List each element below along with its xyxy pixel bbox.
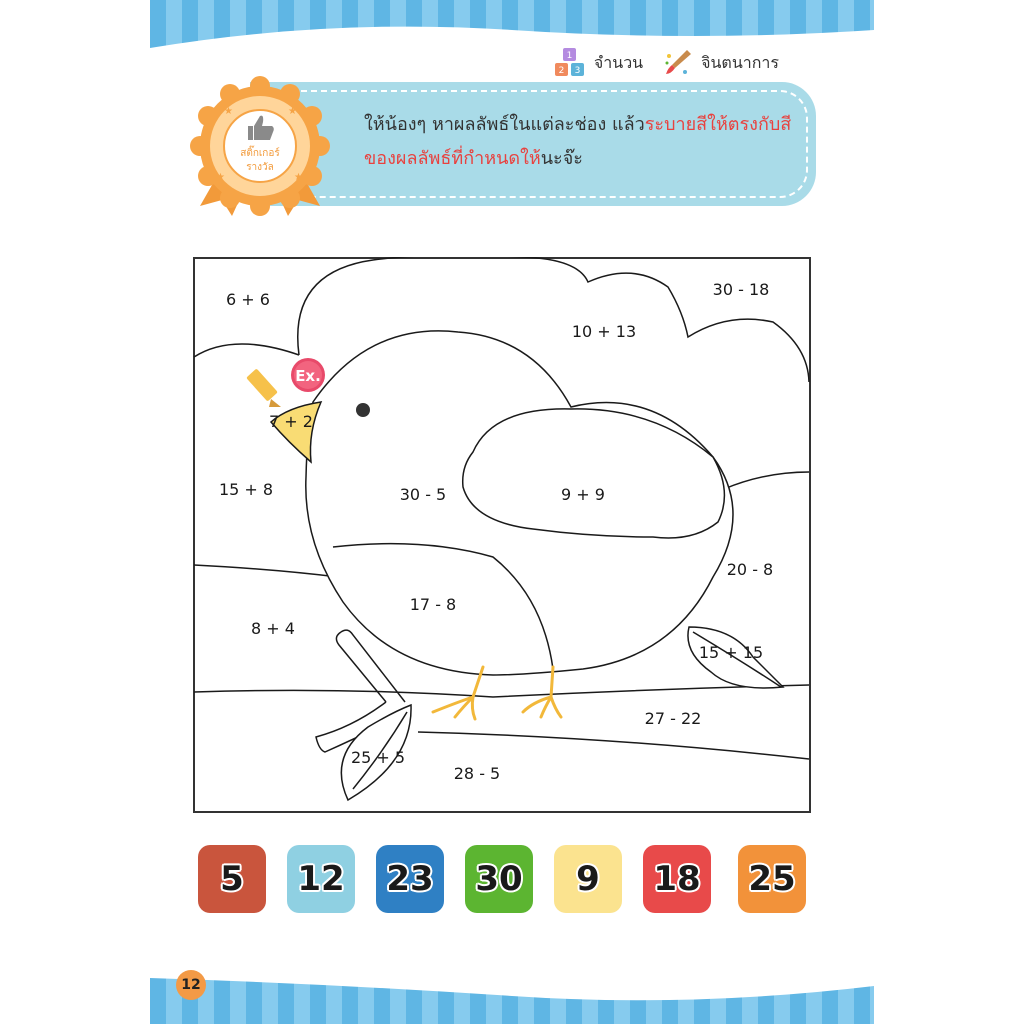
svg-text:★: ★	[294, 172, 303, 183]
answer-chip-9	[554, 845, 622, 913]
page-number: 12	[176, 970, 206, 1000]
answer-chip-5	[198, 845, 266, 913]
problem-label: 20 - 8	[726, 560, 774, 579]
answer-value: 12	[297, 859, 345, 899]
problem-label: 25 + 5	[350, 748, 406, 767]
topic-tag-label: จินตนาการ	[701, 52, 779, 72]
problem-label: 15 + 8	[218, 480, 274, 499]
worksheet-page	[150, 0, 874, 1024]
problem-label: 6 + 6	[226, 290, 270, 309]
problem-label: 30 - 5	[399, 485, 447, 504]
badge-line-2: รางวัล	[246, 162, 274, 173]
svg-text:★: ★	[224, 106, 233, 117]
problem-label: 15 + 15	[698, 643, 764, 662]
instruction-part-1: ให้น้องๆ หาผลลัพธ์ในแต่ละช่อง แล้ว	[364, 114, 645, 135]
svg-text:3: 3	[574, 66, 581, 76]
bird-coloring-picture	[193, 257, 811, 813]
example-marker: Ex.	[295, 367, 321, 385]
instruction-highlight: ระบายสีให้ตรงกับสีของผลลัพธ์ที่กำหนดให้	[364, 114, 792, 169]
answer-value: 30	[475, 859, 523, 899]
bottom-wave-decoration	[150, 968, 874, 1008]
problem-label: 17 - 8	[409, 595, 457, 614]
number-blocks-icon	[554, 48, 586, 78]
problem-label: 8 + 4	[251, 619, 295, 638]
answer-chip-30	[465, 845, 533, 913]
answer-value: 18	[653, 859, 701, 899]
answer-chip-23	[376, 845, 444, 913]
badge-line-1: สติ๊กเกอร์	[240, 148, 280, 159]
answer-value: 9	[576, 859, 600, 899]
svg-text:★: ★	[216, 172, 225, 183]
answer-color-key	[198, 845, 806, 913]
topic-tag-label: จำนวน	[593, 52, 644, 72]
problem-label: 30 - 18	[712, 280, 770, 299]
instruction-part-3: นะจ๊ะ	[540, 148, 583, 169]
answer-chip-12	[287, 845, 355, 913]
answer-chip-18	[643, 845, 711, 913]
topic-tag-imagination	[663, 48, 779, 78]
answer-chip-25	[738, 845, 806, 913]
answer-value: 25	[748, 859, 796, 899]
problem-label: 7 + 2	[269, 412, 313, 431]
problem-label: 10 + 13	[571, 322, 637, 341]
answer-value: 5	[220, 859, 244, 899]
answer-value: 23	[386, 859, 434, 899]
instruction-text	[364, 108, 804, 176]
svg-text:2: 2	[558, 66, 565, 76]
reward-sticker-badge	[190, 76, 330, 216]
problem-label: 9 + 9	[561, 485, 605, 504]
problem-label: 27 - 22	[644, 709, 702, 728]
problem-label: 28 - 5	[453, 764, 501, 783]
svg-text:1: 1	[566, 51, 573, 61]
topic-tag-numbers	[554, 48, 643, 78]
topic-tags	[554, 48, 779, 78]
paintbrush-icon	[663, 48, 693, 78]
svg-text:★: ★	[288, 106, 297, 117]
